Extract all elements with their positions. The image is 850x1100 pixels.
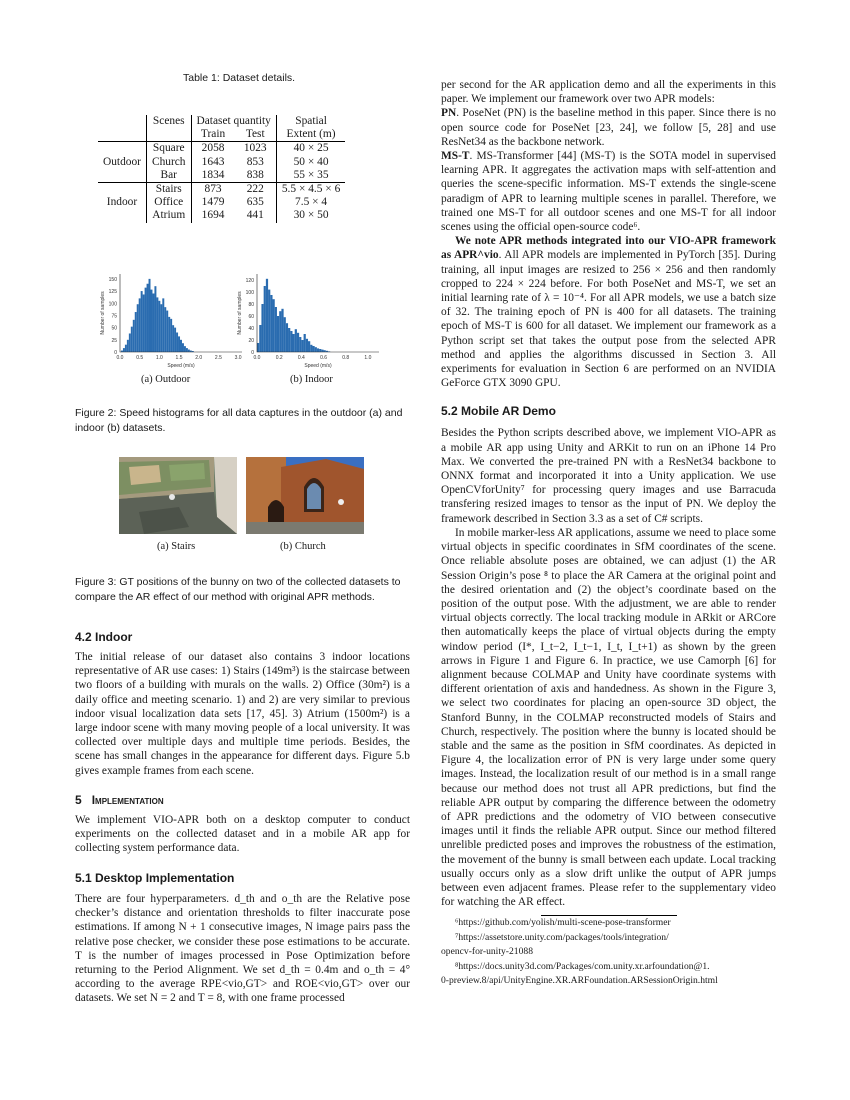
histogram-bar	[182, 343, 184, 352]
y-tick-label: 40	[248, 326, 254, 332]
histogram-bar	[186, 348, 188, 352]
histogram-bar	[312, 346, 314, 352]
histogram-bar	[162, 298, 164, 352]
section-5-1-heading: 5.1 Desktop Implementation	[75, 871, 235, 885]
table-cell: 222	[235, 183, 277, 197]
histogram-bar	[321, 350, 323, 352]
histogram-outdoor	[98, 270, 248, 370]
mst-label: MS-T	[441, 150, 470, 163]
x-tick-label: 0.0	[253, 355, 261, 361]
histogram-bar	[125, 345, 127, 352]
histogram-bar	[180, 340, 182, 352]
histogram-bar	[310, 345, 312, 352]
histogram-bar	[172, 325, 174, 352]
subcaption-outdoor: (a) Outdoor	[141, 374, 191, 385]
histogram-bar	[277, 316, 279, 352]
histogram-bar	[160, 304, 162, 352]
stairs-photo	[119, 457, 237, 534]
histogram-bar	[284, 317, 286, 352]
table-cell: Square	[146, 142, 191, 156]
histogram-bar	[308, 341, 310, 352]
histogram-bar	[275, 307, 277, 352]
table-cell: 853	[235, 156, 277, 169]
note-text: . All APR models are implemented in PyTorch [35]. During training, all input images are resized to 256 × 256 and then randomly cropped to 224 × 224 before. For both PoseNet and MS-T, we set an initial learning rate of λ = 10⁻⁴. For all APR models, we use a batch size of 32. The training epoch of PN is 400 for all datasets. The training epoch of MS-T is 600 for all dataset. We implement our framework as a Python script set that takes the output pose from the selected APR method and applies the algorithms discussed in Section 3. All experiments for evaluation in Section 6 are performed on an NVIDIA GeForce GTX 3090 GPU.	[441, 249, 776, 390]
table-cell: 40 × 25	[276, 142, 345, 156]
histogram-bar	[306, 339, 308, 352]
table-cell: Bar	[146, 169, 191, 183]
dataset-table	[98, 115, 345, 223]
histogram-bar	[170, 319, 172, 352]
table1-caption: Table 1: Dataset details.	[183, 72, 296, 84]
pn-label: PN	[441, 107, 457, 120]
histogram-bar	[264, 286, 266, 352]
histogram-bar	[304, 334, 306, 352]
table-cell: 1694	[201, 209, 225, 222]
footnote-7: ⁷https://assetstore.unity.com/packages/tools/integration/	[455, 931, 669, 943]
histogram-bar	[288, 328, 290, 352]
histogram-bar	[129, 333, 131, 352]
y-tick-label: 25	[111, 337, 117, 344]
paragraph-note	[441, 234, 776, 390]
header-test: Test	[235, 128, 277, 142]
histogram-bar	[135, 312, 137, 352]
section-5-1-text: There are four hyperparameters. d_th and o_th are the Relative pose checker’s distance and orientation thresholds to filter inaccurate pose estimations. If among N + 1 consecutive images, N image pairs pass the relative pose checker, we consider these pose estimations to be accurate. T is the number of images processed in Pose Optimization before returning to the Period Alignment. We set d_th = 0.4m and o_th = 4° according to the average RPE<vio,GT> and ROE<vio,GT> over our datasets. We set N = 2 and T = 8, with one frame processed	[75, 893, 410, 1005]
histogram-bar	[137, 304, 139, 352]
histogram-bar	[279, 311, 281, 352]
histogram-bar	[123, 348, 125, 352]
table-cell: 838	[235, 169, 277, 183]
histogram-bar	[133, 320, 135, 352]
church-photo	[246, 457, 364, 534]
section-5-2-text-1: Besides the Python scripts described above, we implement VIO-APR as a mobile AR app using Unity and ARKit to run on an iPhone 14 Pro Max. We converted the pre-trained PN with a ResNet34 backbone to ONNX format and incorporated it into a Unity application. We use OpenCVforUnity⁷ for processing query images and use Barracuda transfering resized images to tensor as the input of PN. We deploy the framework described in Section 3.3 as a set of C# scripts.	[441, 427, 776, 525]
histogram-bar	[257, 343, 259, 352]
y-axis-label: Number of samples	[237, 291, 243, 335]
histogram-bar	[281, 309, 283, 352]
table-cell: 30 × 50	[293, 209, 329, 222]
histogram-bar	[188, 350, 190, 352]
histogram-bar	[295, 329, 297, 352]
table-cell: 1479	[201, 196, 225, 209]
histogram-bar	[319, 349, 321, 352]
histogram-bar	[152, 294, 154, 353]
histogram-bar	[266, 279, 268, 352]
histogram-bar	[164, 307, 166, 352]
y-tick-label: 0	[114, 350, 117, 356]
table-cell: 5.5 × 4.5 × 6	[276, 183, 345, 197]
histogram-bar	[166, 311, 168, 352]
histogram-bar	[127, 340, 129, 352]
histogram-bar	[168, 317, 170, 352]
paragraph-pn	[441, 106, 776, 149]
histogram-bar	[315, 347, 317, 352]
x-tick-label: 3.0	[234, 355, 242, 361]
histogram-bar	[268, 290, 270, 352]
section-5-number: 5	[75, 793, 82, 807]
x-tick-label: 2.0	[195, 355, 203, 361]
table-cell: Church	[146, 156, 191, 169]
histogram-bar	[286, 323, 288, 352]
y-tick-label: 100	[108, 301, 117, 308]
y-tick-label: 100	[245, 290, 254, 296]
histogram-bar	[292, 334, 294, 352]
subcaption-indoor: (b) Indoor	[290, 374, 333, 385]
table-cell: 873	[191, 183, 235, 197]
table-cell: 1023	[235, 142, 277, 156]
y-tick-label: 20	[248, 338, 254, 344]
histogram-bar	[154, 286, 156, 352]
y-tick-label: 150	[108, 276, 117, 283]
x-tick-label: 1.0	[364, 355, 372, 361]
figure3-caption: Figure 3: GT positions of the bunny on two of the collected datasets to compare the AR effect of our method with original APR methods.	[75, 576, 401, 603]
y-tick-label: 0	[251, 350, 254, 356]
table-cell: Atrium	[146, 209, 191, 222]
section-5-title: Implementation	[91, 793, 164, 807]
x-tick-label: 0.5	[136, 355, 144, 361]
y-tick-label: 50	[111, 325, 117, 332]
note-bold: We note APR methods integrated into our VIO-APR framework as APR^vio	[441, 235, 776, 262]
table-cell: 7.5 × 4	[295, 196, 328, 209]
y-tick-label: 120	[245, 278, 254, 284]
histogram-bar	[178, 336, 180, 352]
histogram-bar	[259, 325, 261, 352]
histogram-bar	[176, 333, 178, 353]
histogram-bar	[174, 328, 176, 352]
x-tick-label: 2.5	[214, 355, 222, 361]
header-quantity: Dataset quantity	[191, 115, 276, 128]
subcaption-stairs: (a) Stairs	[157, 541, 196, 552]
x-axis-label: Speed (m/s)	[167, 363, 195, 369]
section-5-2-text-2: In mobile marker-less AR applications, assume we need to place some virtual objects in specific coordinates in SfM coordinates of the scene. Once reliable absolute poses are obtained, we can adjust (1) the AR Session Origin’s pose ⁸ to place the AR Camera at the original point and the desired orientation and (2) the object’s coordinate based on the position of the output pose. With the adjustment, we are able to render virtual objects correctly. The local tracking module in ARkit or ARCore then automatically keeps the place of virtual objects during the empty window period (I*, I_t−2, I_t−1, I_t, I_t+1) as shown by the green arrows in Figure 1 and Figure 6. In practice, we use Camorph [6] for alignment because COLMAP and Unity have coordinate systems with different orientation of axis and handedness. As shown in the Figure 3, we select two coordinates for placing an open-source 3D object, the Stanford Bunny, in the COLMAP reconstructed models of Stairs and Church, respectively. The position where the bunny is located should be stable and the same as the position in SfM coordinates. As depicted in Figure 4, the localization error of PN is very large under some query images. Instead, the localization result of our method is in a small range because our method does not trust all APR predictions, but find the reliable APR output by comparing the difference between the odometry of APR predictions and the odometry of VIO between consecutive images until it finds the reliable APR output. Since our method filtered unrelible predicted poses and improves the robustness of the estimation, the movement of the bunny is small between each update. Local tracking usually occurs only as a slow drift unlike the output of APR jumps between even adjacent frames. Please refer to the supplementary video for watching the AR effect.	[441, 526, 776, 909]
table-cell: 50 × 40	[293, 155, 329, 168]
table-cell: Office	[146, 196, 191, 209]
histogram-bar	[261, 304, 263, 352]
section-5-text: We implement VIO-APR both on a desktop computer to conduct experiments on the collected dataset and in a mobile AR app for collecting system performance data.	[75, 814, 410, 855]
histogram-bar	[141, 291, 143, 352]
pn-text: . PoseNet (PN) is the baseline method in this paper. Since there is no open source code for PoseNet [23, 24], we follow [5, 28] and use ResNet34 as the backbone network.	[441, 107, 776, 148]
subcaption-church: (b) Church	[280, 541, 326, 552]
mst-text: . MS-Transformer [44] (MS-T) is the SOTA model in supervised learning APR. It aggregates the activation maps with self-attention and queries the scene-specific information. MS-T extends the single-scene paradigm of APR to learning multiple scenes in parallel. Therefore, we trained one MS-T for all outdoor scenes and one MS-T for all indoor scenes using the official open-source code⁶.	[441, 150, 776, 234]
x-tick-label: 1.5	[175, 355, 183, 361]
x-tick-label: 0.0	[116, 355, 124, 361]
histogram-bar	[145, 288, 147, 352]
histogram-indoor	[235, 270, 385, 370]
section-4-2-text: The initial release of our dataset also contains 3 indoor locations representative of AR use cases: 1) Stairs (149m³) is the staircase between two floors of a building with murals on the walls. 2) Office (30m²) is a daily office and meeting scenario. 1) and 2) are very similar to previous indoor visual localization data sets [17, 45]. 3) Atrium (1500m²) is a large indoor scene with many moving people of a local university. It was collected over multiple days and multiple time periods. Besides, the scene has small changes in the appearance for different days. Figure 5.b gives example frames from each scene.	[75, 651, 410, 777]
y-tick-label: 60	[248, 314, 254, 320]
histogram-bar	[270, 295, 272, 352]
footnote-8: ⁸https://docs.unity3d.com/Packages/com.unity.xr.arfoundation@1.	[455, 960, 710, 972]
header-train: Train	[200, 128, 226, 141]
histogram-bar	[317, 348, 319, 352]
table-cell: 635	[235, 196, 277, 209]
header-extent: Extent (m)	[286, 128, 336, 141]
histogram-bar	[158, 301, 160, 352]
histogram-bar	[297, 333, 299, 352]
footnote-6: ⁶https://github.com/yolish/multi-scene-pose-transformer	[455, 917, 671, 929]
histogram-bar	[139, 298, 141, 352]
section-5-heading	[75, 793, 164, 807]
histogram-bar	[156, 297, 158, 352]
section-5-2-heading: 5.2 Mobile AR Demo	[441, 404, 556, 419]
histogram-bar	[151, 290, 153, 352]
section-4-2-heading: 4.2 Indoor	[75, 630, 133, 644]
group-outdoor: Outdoor	[98, 142, 146, 183]
histogram-bar	[290, 331, 292, 352]
header-scenes: Scenes	[146, 115, 191, 128]
group-indoor: Indoor	[98, 183, 146, 223]
x-tick-label: 0.6	[320, 355, 328, 361]
x-tick-label: 0.4	[297, 355, 305, 361]
histogram-bar	[147, 284, 149, 352]
table-cell: Stairs	[146, 183, 191, 197]
paragraph-mst	[441, 149, 776, 234]
y-tick-label: 125	[108, 289, 117, 296]
paragraph: per second for the AR application demo and all the experiments in this paper. We implement our framework over two APR models:	[441, 79, 776, 106]
histogram-bar	[149, 279, 151, 352]
x-axis-label: Speed (m/s)	[304, 363, 332, 369]
right-column	[441, 78, 776, 989]
footnote-8-cont: 0-preview.8/api/UnityEngine.XR.ARFoundation.ARSessionOrigin.html	[441, 975, 718, 987]
y-tick-label: 75	[111, 313, 117, 320]
table-cell: 1834	[201, 168, 225, 181]
y-axis-label: Number of samples	[100, 291, 106, 335]
histogram-bar	[301, 340, 303, 352]
histogram-bar	[273, 299, 275, 352]
table-cell: 441	[235, 209, 277, 222]
x-tick-label: 0.8	[342, 355, 350, 361]
histogram-bar	[299, 337, 301, 352]
histogram-bar	[143, 294, 145, 352]
histogram-bar	[184, 346, 186, 352]
table-cell: 55 × 35	[293, 168, 329, 181]
header-spatial: Spatial	[295, 115, 327, 127]
x-tick-label: 1.0	[155, 355, 163, 361]
table-cell: 2058	[191, 142, 235, 156]
table-cell: 1643	[201, 155, 225, 168]
x-tick-label: 0.2	[275, 355, 283, 361]
footnotes	[441, 916, 776, 989]
figure2-caption: Figure 2: Speed histograms for all data captures in the outdoor (a) and indoor (b) datasets.	[75, 407, 403, 434]
y-tick-label: 80	[248, 302, 254, 308]
footnote-7-cont: opencv-for-unity-21088	[441, 946, 533, 958]
histogram-bar	[131, 327, 133, 352]
